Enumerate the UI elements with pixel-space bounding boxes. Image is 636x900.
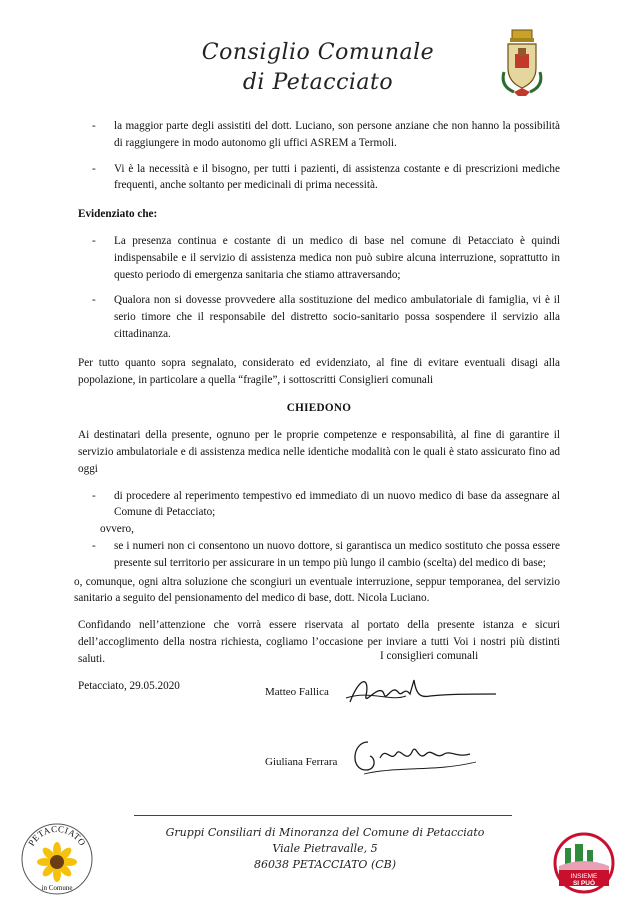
intro-bullet: - la maggior parte degli assistiti del dott. Luciano, son persone anziane che non hanno la possibilità di raggiungere in modo autonomo gli uffici ASREM a Termoli. (78, 118, 560, 152)
evidenziato-bullet: - Qualora non si dovesse provvedere alla sostituzione del medico ambulatoriale di famiglia, vi è il serio timore che il responsabile del distretto socio-sanitario possa sospendere il servizio alla cittadinanza. (78, 292, 560, 342)
chiedono-intro: Ai destinatari della presente, ognuno per le proprie competenze e responsabilità, al fine di garantire il servizio ambulatoriale e di assistenza medica nelle identiche modalità con le quali è stato assicurato fino ad oggi (78, 429, 560, 475)
logo-left-bottom-text: in Comune (41, 884, 73, 892)
signer-name: Matteo Fallica (265, 686, 329, 698)
signer-name: Giuliana Ferrara (265, 756, 338, 768)
logo-left-top-text: PETACCIATO (26, 823, 88, 848)
evidenziato-bullet: - La presenza continua e costante di un medico di base nel comune di Petacciato è quindi indispensabile e il servizio di assistenza medica non può subire alcuna interruzione, soprattutto in questo periodo di emergenza sanitaria che stiamo attraversando; (78, 233, 560, 283)
ovvero-text: ovvero, (100, 523, 134, 536)
handwritten-signature-icon (346, 732, 486, 778)
footer-address (120, 825, 530, 873)
signatories-heading: I consiglieri comunali (380, 650, 479, 662)
petacciato-in-comune-logo-icon (20, 822, 94, 896)
evidenziato-heading: Evidenziato che: (78, 208, 158, 221)
footer-divider (134, 815, 512, 816)
intro-bullet-text: la maggior parte degli assistiti del dott. Luciano, son persone anziane che non hanno la possibilità di raggiungere in modo autonomo gli uffici ASREM a Termoli. (114, 120, 560, 149)
municipal-crest-icon (498, 28, 546, 98)
chiedono-heading: CHIEDONO (286, 402, 352, 415)
header-title-line1: Consiglio Comunale (201, 40, 435, 65)
per-tutto-paragraph: Per tutto quanto sopra segnalato, considerato ed evidenziato, al fine di evitare eventuali disagi alla popolazione, in particolare a quella “fragile”, i sottoscritti Consiglieri comunali (78, 356, 560, 386)
evidenziato-bullet-text: Qualora non si dovesse provvedere alla sostituzione del medico ambulatoriale di famiglia, vi è il serio timore che il responsabile del distretto socio-sanitario possa sospendere il servizio alla cittadinanza. (114, 294, 560, 340)
handwritten-signature-icon (340, 672, 500, 712)
request-item-text: di procedere al reperimento tempestivo ed immediato di un nuovo medico di base da assegnare al Comune di Petacciato; (114, 489, 560, 519)
request-item-text: se i numeri non ci consentono un nuovo dottore, si garantisca un medico sostituto che possa essere presente sul territorio per assicurare in un tempo più lungo il cambio (scelta) del medico di base; (114, 539, 560, 569)
logo-right-line2: SI PUÒ (572, 880, 596, 887)
date-line: Petacciato, 29.05.2020 (78, 679, 180, 692)
request-item: - se i numeri non ci consentono un nuovo dottore, si garantisca un medico sostituto che possa essere presente sul territorio per assicurare in un tempo più lungo il cambio (scelta) del medico di base; (78, 538, 560, 572)
letter-body (74, 118, 560, 694)
footer-line1: Gruppi Consiliari di Minoranza del Comune di Petacciato (165, 826, 485, 839)
request-item: - di procedere al reperimento tempestivo ed immediato di un nuovo medico di base da assegnare al Comune di Petacciato; (78, 488, 560, 522)
logo-right-line1: INSIEME (570, 873, 598, 880)
footer-line3: 86038 PETACCIATO (CB) (253, 858, 397, 871)
footer-line2: Viale Pietravalle, 5 (272, 842, 378, 855)
header-title-line2: di Petacciato (242, 70, 394, 95)
intro-bullet-text: Vi è la necessità e il bisogno, per tutti i pazienti, di assistenza costante e di prescrizioni mediche frequenti, anche soltanto per medicinali di prima necessità. (114, 162, 560, 192)
request-alternative: o, comunque, ogni altra soluzione che scongiuri un eventuale interruzione, seppur temporanea, del servizio sanitario a seguito del pensionamento del medico di base, dott. Nicola Luciano. (74, 575, 560, 605)
closing-paragraph: Confidando nell’attenzione che vorrà essere riservata al portato della presente istanza e sicuri dell’accoglimento della nostra richiesta, cogliamo l’occasione per inviare a tutti Voi i nostri più distinti saluti. (78, 619, 560, 665)
insieme-si-puo-logo-icon (551, 832, 617, 894)
evidenziato-bullet-text: La presenza continua e costante di un medico di base nel comune di Petacciato è quindi indispensabile e il servizio di assistenza medica non può subire alcuna interruzione, soprattutto in questo periodo di emergenza sanitaria che stiamo attraversando; (114, 234, 560, 281)
intro-bullet: - Vi è la necessità e il bisogno, per tutti i pazienti, di assistenza costante e di prescrizioni mediche frequenti, anche soltanto per medicinali di prima necessità. (78, 161, 560, 195)
